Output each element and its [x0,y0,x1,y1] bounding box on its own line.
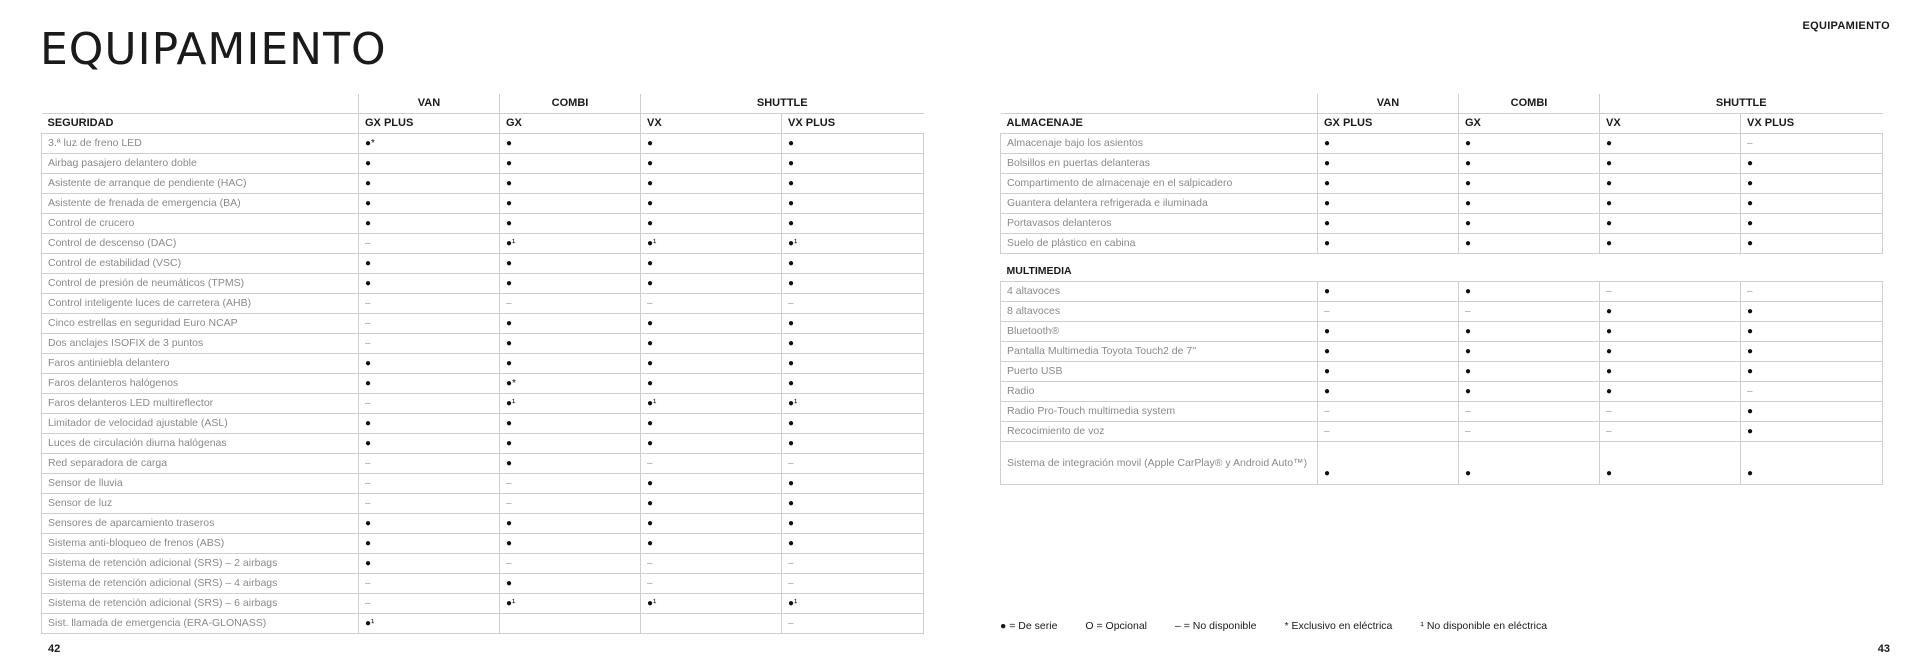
table-row [42,194,924,214]
row-value: ● [500,194,641,214]
legend [1000,620,1547,632]
row-value: ● [1318,234,1459,254]
row-value: – [1600,282,1741,302]
row-value: – [1741,382,1883,402]
row-value: ● [1459,174,1600,194]
row-label: 4 altavoces [1001,282,1318,302]
row-value: ● [641,134,782,154]
group-van: VAN [359,94,500,114]
row-value: – [782,294,924,314]
table-row [42,614,924,634]
row-label: Sistema de retención adicional (SRS) – 6 airbags [42,594,359,614]
row-value: – [641,294,782,314]
row-value: ● [500,314,641,334]
row-label: Luces de circulación diurna halógenas [42,434,359,454]
row-value: ● [500,434,641,454]
table-row [1001,442,1883,485]
row-value: ● [782,174,924,194]
table-row [1001,154,1883,174]
row-value: – [359,334,500,354]
row-value: ● [500,574,641,594]
row-value: ● [1600,194,1741,214]
row-value: ● [782,374,924,394]
table-row [42,274,924,294]
table-row [1001,174,1883,194]
group-shuttle: SHUTTLE [641,94,924,114]
row-value: – [500,474,641,494]
col-vx-plus: VX PLUS [782,114,924,134]
row-value: ● [500,414,641,434]
col-gx-plus: GX PLUS [359,114,500,134]
row-value: ● [359,214,500,234]
group-combi: COMBI [1459,94,1600,114]
row-value: ● [500,534,641,554]
row-label: Almacenaje bajo los asientos [1001,134,1318,154]
row-value: ● [1459,282,1600,302]
row-value: ● [782,214,924,234]
row-value: ●¹ [641,234,782,254]
section-header: EQUIPAMIENTO [1802,20,1890,32]
row-value: ●¹ [782,394,924,414]
col-vx-plus: VX PLUS [1741,114,1883,134]
row-value: ●* [359,134,500,154]
row-label: Limitador de velocidad ajustable (ASL) [42,414,359,434]
row-value: ●¹ [641,594,782,614]
row-value: ● [641,214,782,234]
row-value: ● [1459,194,1600,214]
row-label: Pantalla Multimedia Toyota Touch2 de 7'' [1001,342,1318,362]
row-label: Guantera delantera refrigerada e iluminada [1001,194,1318,214]
row-value [500,614,641,634]
row-value: ● [359,194,500,214]
row-label: Sensor de luz [42,494,359,514]
table-row [42,594,924,614]
row-value: ●¹ [359,614,500,634]
row-value: ● [1741,322,1883,342]
row-value: ● [500,454,641,474]
row-value: – [500,294,641,314]
row-value: ● [641,514,782,534]
table-row [42,294,924,314]
row-value: ●¹ [782,594,924,614]
table-row [42,514,924,534]
row-value: ● [1600,154,1741,174]
multimedia-section [1001,254,1883,282]
row-value: ● [359,534,500,554]
row-value: – [1459,402,1600,422]
row-value: ● [1318,154,1459,174]
table-row [1001,134,1883,154]
row-value: ●¹ [641,394,782,414]
table-row [1001,382,1883,402]
row-value: – [359,294,500,314]
table-row [1001,342,1883,362]
table-row [1001,302,1883,322]
row-value: ● [782,494,924,514]
row-label: Control de estabilidad (VSC) [42,254,359,274]
row-value: ● [1600,134,1741,154]
row-label: Red separadora de carga [42,454,359,474]
row-value: – [782,614,924,634]
row-value: ● [359,414,500,434]
row-value: ● [1741,214,1883,234]
row-value: ●¹ [500,234,641,254]
row-value: ● [782,194,924,214]
table-row [1001,402,1883,422]
row-value: ● [1318,214,1459,234]
table-row [42,214,924,234]
multimedia-rows [1001,282,1883,485]
row-value: ● [500,334,641,354]
row-value: – [1459,302,1600,322]
table-row [42,354,924,374]
row-value: ● [641,154,782,174]
legend-opcional: O = Opcional [1085,620,1147,632]
row-value: ● [500,154,641,174]
row-label: Bluetooth® [1001,322,1318,342]
row-value: ● [1741,422,1883,442]
row-value: ● [500,274,641,294]
table-row [42,434,924,454]
row-value: ● [1459,214,1600,234]
table-row [1001,282,1883,302]
almacenaje-multimedia-table [1000,94,1883,485]
legend-no-electrica: ¹ No disponible en eléctrica [1420,620,1548,632]
row-value: ● [359,154,500,174]
table-row [1001,234,1883,254]
row-value: ● [1600,382,1741,402]
page-title: EQUIPAMIENTO [40,24,387,75]
row-value: ● [1741,402,1883,422]
row-label: Radio [1001,382,1318,402]
table-row [42,534,924,554]
row-value: ● [641,534,782,554]
row-value: ● [641,314,782,334]
row-value: ● [1459,154,1600,174]
row-value: ● [1741,154,1883,174]
row-value: ●¹ [782,234,924,254]
row-value: ● [1318,194,1459,214]
table-row [42,234,924,254]
legend-no-disponible: – = No disponible [1175,620,1257,632]
row-value: ● [1318,282,1459,302]
row-value: – [359,454,500,474]
row-value: ● [500,214,641,234]
row-value: ● [782,334,924,354]
table-row [42,414,924,434]
table-row [42,394,924,414]
row-label: Sistema de retención adicional (SRS) – 2 airbags [42,554,359,574]
row-label: Faros antiniebla delantero [42,354,359,374]
row-value: ●¹ [500,594,641,614]
row-value: – [359,594,500,614]
row-label: Sistema de retención adicional (SRS) – 4 airbags [42,574,359,594]
row-value: ● [782,134,924,154]
row-value: ● [1318,382,1459,402]
row-value: ● [1741,442,1883,485]
row-label: Dos anclajes ISOFIX de 3 puntos [42,334,359,354]
col-gx: GX [1459,114,1600,134]
row-value: – [1459,422,1600,442]
row-value: ● [1459,342,1600,362]
row-value: – [782,454,924,474]
row-value: ● [782,274,924,294]
row-value: ● [500,514,641,534]
row-value: – [641,554,782,574]
row-label: Faros delanteros halógenos [42,374,359,394]
row-label: Control inteligente luces de carretera (AHB) [42,294,359,314]
row-value: ● [1600,442,1741,485]
row-value: – [641,574,782,594]
row-label: Compartimento de almacenaje en el salpicadero [1001,174,1318,194]
row-value: ● [641,254,782,274]
row-label: Asistente de frenada de emergencia (BA) [42,194,359,214]
row-value: – [782,574,924,594]
section-title-seguridad: SEGURIDAD [42,114,359,134]
row-value: ● [500,254,641,274]
row-value: ● [782,414,924,434]
seguridad-rows [42,134,924,634]
row-value: ● [641,274,782,294]
row-value: ● [1741,174,1883,194]
row-value: – [641,454,782,474]
row-label: Cinco estrellas en seguridad Euro NCAP [42,314,359,334]
row-value: ● [641,374,782,394]
row-value: ● [1318,322,1459,342]
row-value: ● [782,354,924,374]
row-value: ● [1459,134,1600,154]
table-row [1001,194,1883,214]
table-row [42,154,924,174]
page-number-left: 42 [48,643,61,655]
row-value: ● [1600,342,1741,362]
col-vx: VX [1600,114,1741,134]
row-value: – [1741,134,1883,154]
row-value: ● [1741,342,1883,362]
row-label: Control de presión de neumáticos (TPMS) [42,274,359,294]
row-value: – [359,394,500,414]
row-value: ● [1600,214,1741,234]
row-value: – [1741,282,1883,302]
row-value: ● [1318,134,1459,154]
row-value: ● [782,314,924,334]
row-value: ● [500,354,641,374]
row-label: Recocimiento de voz [1001,422,1318,442]
row-value: ● [641,434,782,454]
row-value: ● [782,434,924,454]
row-value: ● [1741,362,1883,382]
row-value: ● [359,374,500,394]
row-value: ● [1318,342,1459,362]
row-label: Control de crucero [42,214,359,234]
row-value: ● [1741,302,1883,322]
row-value: ● [359,554,500,574]
row-value: ● [782,514,924,534]
row-value: – [359,474,500,494]
row-value: ● [1318,362,1459,382]
table-row [42,574,924,594]
row-value [641,614,782,634]
section-title-almacenaje: ALMACENAJE [1001,114,1318,134]
row-value: ● [1459,234,1600,254]
legend-serie: ● = De serie [1000,620,1058,632]
table-row [1001,422,1883,442]
table-row [42,174,924,194]
row-value: ● [1600,174,1741,194]
row-value: ● [782,254,924,274]
row-value: ● [641,474,782,494]
row-label: Radio Pro-Touch multimedia system [1001,402,1318,422]
row-value: ● [1600,302,1741,322]
row-label: Asistente de arranque de pendiente (HAC) [42,174,359,194]
row-value: – [500,494,641,514]
row-value: ● [359,274,500,294]
row-value: ● [782,474,924,494]
table-row [42,494,924,514]
row-label: Suelo de plástico en cabina [1001,234,1318,254]
table-row [1001,322,1883,342]
row-value: ● [1318,174,1459,194]
table-row [42,374,924,394]
row-label: 3.ª luz de freno LED [42,134,359,154]
table-row [42,454,924,474]
row-value: ● [641,414,782,434]
row-value: ● [500,174,641,194]
row-label: Sensor de lluvia [42,474,359,494]
row-value: – [1600,402,1741,422]
row-value: – [359,234,500,254]
row-value: ● [1459,442,1600,485]
row-value: ● [1741,194,1883,214]
seguridad-table [41,94,924,634]
row-value: – [500,554,641,574]
row-value: ● [359,354,500,374]
row-value: ● [359,174,500,194]
table-row [42,134,924,154]
row-value: ● [1741,234,1883,254]
row-value: ●¹ [500,394,641,414]
row-value: ● [641,194,782,214]
row-value: – [359,314,500,334]
row-value: ● [359,254,500,274]
row-label: Puerto USB [1001,362,1318,382]
row-value: – [782,554,924,574]
row-value: – [359,494,500,514]
row-value: ● [1600,322,1741,342]
table-row [42,474,924,494]
page-number-right: 43 [1877,643,1890,655]
row-value: – [1318,402,1459,422]
row-value: ● [1459,382,1600,402]
col-vx: VX [641,114,782,134]
row-value: ● [782,154,924,174]
table-row [1001,362,1883,382]
section-title-multimedia: MULTIMEDIA [1006,265,1072,277]
row-value: – [1600,422,1741,442]
table-row [1001,214,1883,234]
table-row [42,314,924,334]
row-value: ●* [500,374,641,394]
row-value: ● [359,434,500,454]
row-value: ● [641,354,782,374]
row-value: ● [359,514,500,534]
group-van: VAN [1318,94,1459,114]
col-gx: GX [500,114,641,134]
table-row [42,254,924,274]
almacenaje-rows [1001,134,1883,254]
row-label: Control de descenso (DAC) [42,234,359,254]
table-row [42,554,924,574]
row-label: Sensores de aparcamiento traseros [42,514,359,534]
row-label: Airbag pasajero delantero doble [42,154,359,174]
row-value: ● [500,134,641,154]
row-value: ● [1600,362,1741,382]
row-label: Faros delanteros LED multireflector [42,394,359,414]
table-row [42,334,924,354]
row-value: ● [641,334,782,354]
row-value: ● [1600,234,1741,254]
row-value: ● [1318,442,1459,485]
row-value: ● [641,174,782,194]
legend-exclusivo: * Exclusivo en eléctrica [1284,620,1393,632]
row-value: ● [782,534,924,554]
row-value: ● [1459,362,1600,382]
row-label: Sistema de integración movil (Apple CarPlay® y Android Auto™) [1001,442,1318,485]
row-label: Sistema anti-bloqueo de frenos (ABS) [42,534,359,554]
col-gx-plus: GX PLUS [1318,114,1459,134]
row-value: – [359,574,500,594]
row-label: 8 altavoces [1001,302,1318,322]
row-value: ● [641,494,782,514]
row-value: ● [1459,322,1600,342]
group-combi: COMBI [500,94,641,114]
group-shuttle: SHUTTLE [1600,94,1883,114]
row-label: Portavasos delanteros [1001,214,1318,234]
row-label: Sist. llamada de emergencia (ERA-GLONASS) [42,614,359,634]
row-label: Bolsillos en puertas delanteras [1001,154,1318,174]
row-value: – [1318,422,1459,442]
row-value: – [1318,302,1459,322]
